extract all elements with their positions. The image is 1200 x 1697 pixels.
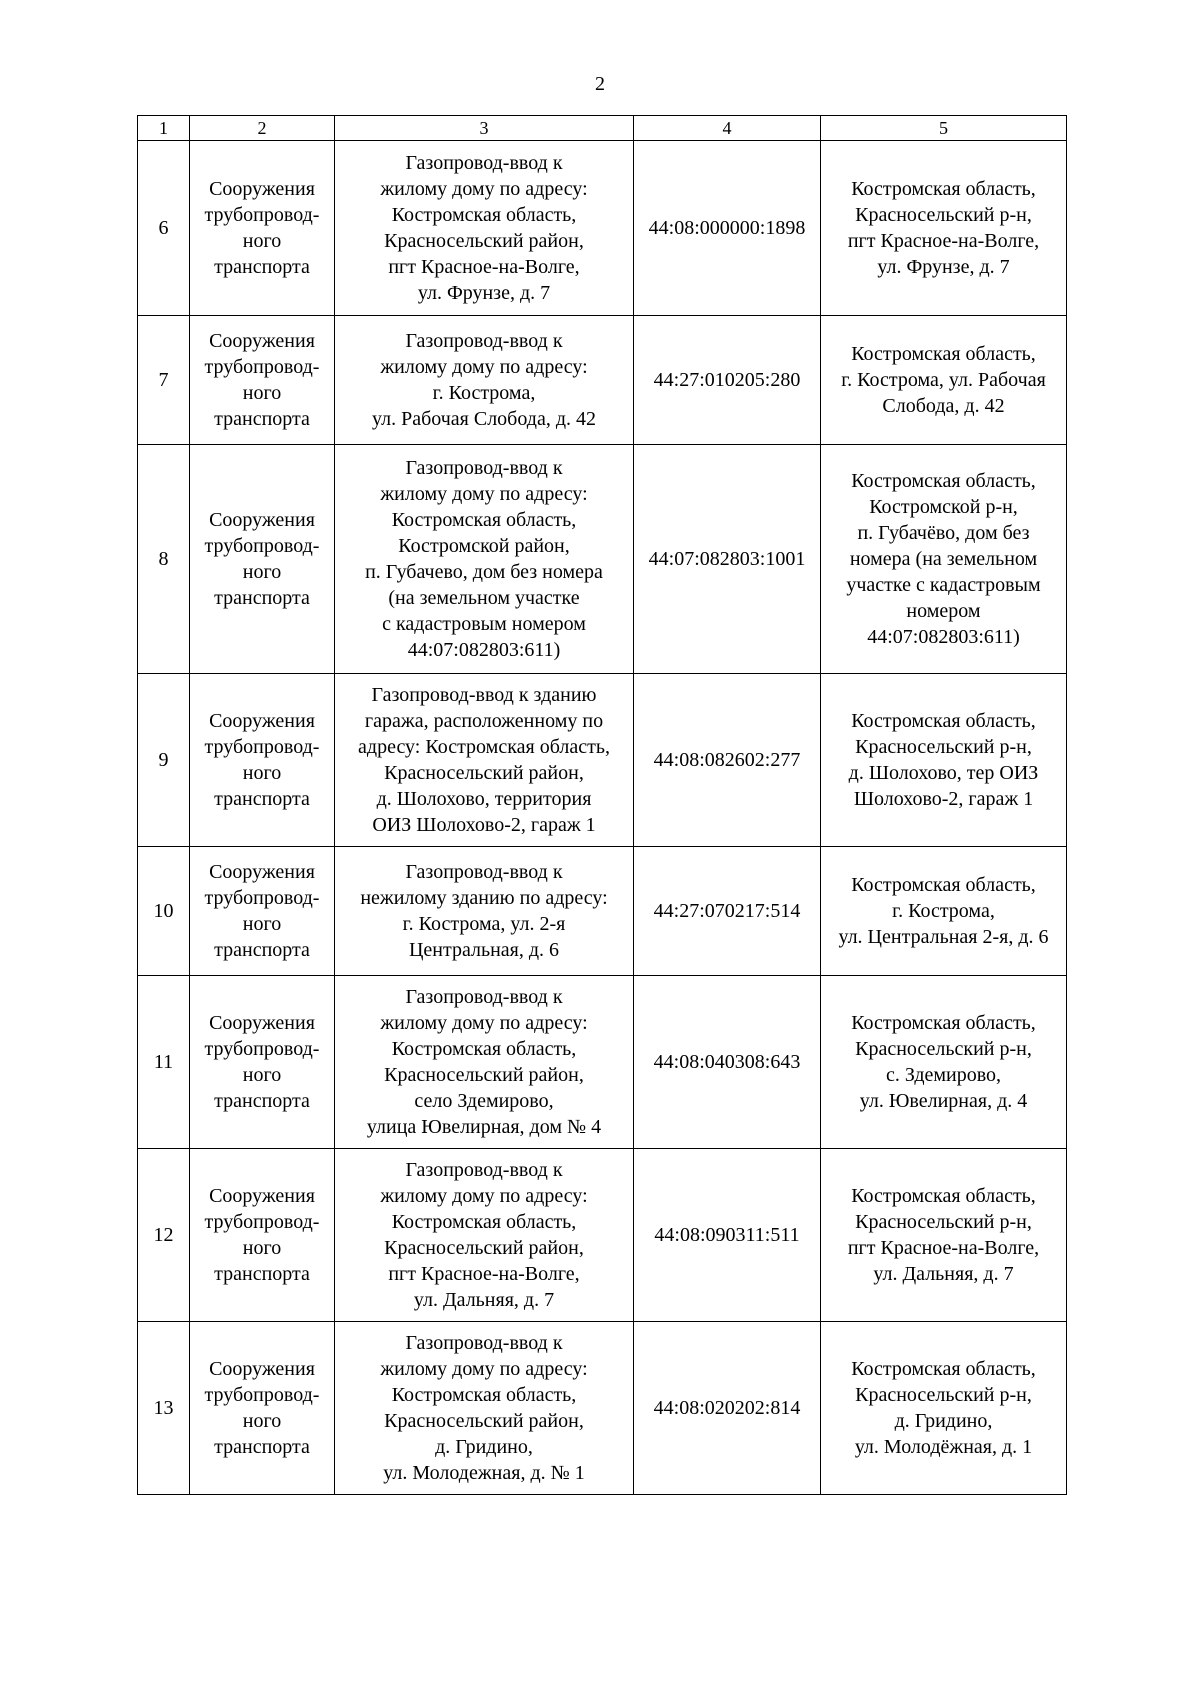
object-location: Костромская область, г. Кострома, ул. Рабочая Слобода, д. 42 <box>821 316 1067 445</box>
object-location: Костромская область, Костромской р-н, п. Губачёво, дом без номера (на земельном участке с кадастровым номером 44:07:082803:611) <box>821 445 1067 674</box>
cadastral-number: 44:07:082803:1001 <box>634 445 821 674</box>
object-name: Газопровод-ввод к жилому дому по адресу: Костромская область, Красносельский район, д. Гридино, ул. Молодежная, д. № 1 <box>335 1322 634 1495</box>
cadastral-number: 44:08:000000:1898 <box>634 141 821 316</box>
table-row <box>138 1149 1067 1322</box>
cadastral-number: 44:08:040308:643 <box>634 976 821 1149</box>
column-number: 1 <box>138 116 190 141</box>
object-name: Газопровод-ввод к жилому дому по адресу: Костромская область, Красносельский район, пгт Красное-на-Волге, ул. Дальняя, д. 7 <box>335 1149 634 1322</box>
row-number: 6 <box>138 141 190 316</box>
registry-table <box>137 115 1067 1495</box>
object-location: Костромская область, Красносельский р-н, д. Шолохово, тер ОИЗ Шолохово-2, гараж 1 <box>821 674 1067 847</box>
table-row <box>138 674 1067 847</box>
object-location: Костромская область, г. Кострома, ул. Центральная 2-я, д. 6 <box>821 847 1067 976</box>
object-name: Газопровод-ввод к жилому дому по адресу: Костромская область, Красносельский район, пгт Красное-на-Волге, ул. Фрунзе, д. 7 <box>335 141 634 316</box>
object-name: Газопровод-ввод к жилому дому по адресу: г. Кострома, ул. Рабочая Слобода, д. 42 <box>335 316 634 445</box>
object-type: Сооружения трубопровод- ного транспорта <box>190 976 335 1149</box>
object-type: Сооружения трубопровод- ного транспорта <box>190 674 335 847</box>
column-number-row <box>138 116 1067 141</box>
table-row <box>138 445 1067 674</box>
object-type: Сооружения трубопровод- ного транспорта <box>190 141 335 316</box>
object-type: Сооружения трубопровод- ного транспорта <box>190 847 335 976</box>
object-name: Газопровод-ввод к жилому дому по адресу: Костромская область, Красносельский район, село Здемирово, улица Ювелирная, дом № 4 <box>335 976 634 1149</box>
table-row <box>138 976 1067 1149</box>
cadastral-number: 44:27:070217:514 <box>634 847 821 976</box>
page-number: 2 <box>595 73 605 95</box>
row-number: 11 <box>138 976 190 1149</box>
object-type: Сооружения трубопровод- ного транспорта <box>190 316 335 445</box>
cadastral-number: 44:08:090311:511 <box>634 1149 821 1322</box>
object-location: Костромская область, Красносельский р-н, с. Здемирово, ул. Ювелирная, д. 4 <box>821 976 1067 1149</box>
row-number: 10 <box>138 847 190 976</box>
object-type: Сооружения трубопровод- ного транспорта <box>190 445 335 674</box>
row-number: 7 <box>138 316 190 445</box>
cadastral-number: 44:27:010205:280 <box>634 316 821 445</box>
row-number: 9 <box>138 674 190 847</box>
object-name: Газопровод-ввод к нежилому зданию по адресу: г. Кострома, ул. 2-я Центральная, д. 6 <box>335 847 634 976</box>
column-number: 4 <box>634 116 821 141</box>
table-row <box>138 847 1067 976</box>
object-location: Костромская область, Красносельский р-н, д. Гридино, ул. Молодёжная, д. 1 <box>821 1322 1067 1495</box>
row-number: 12 <box>138 1149 190 1322</box>
table-row <box>138 1322 1067 1495</box>
column-number: 5 <box>821 116 1067 141</box>
object-type: Сооружения трубопровод- ного транспорта <box>190 1149 335 1322</box>
column-number: 2 <box>190 116 335 141</box>
cadastral-number: 44:08:082602:277 <box>634 674 821 847</box>
table-row <box>138 141 1067 316</box>
row-number: 8 <box>138 445 190 674</box>
table-row <box>138 316 1067 445</box>
row-number: 13 <box>138 1322 190 1495</box>
cadastral-number: 44:08:020202:814 <box>634 1322 821 1495</box>
object-name: Газопровод-ввод к зданию гаража, расположенному по адресу: Костромская область, Красносельский район, д. Шолохово, территория ОИЗ Шолохово-2, гараж 1 <box>335 674 634 847</box>
column-number: 3 <box>335 116 634 141</box>
object-name: Газопровод-ввод к жилому дому по адресу: Костромская область, Костромской район, п. Губачево, дом без номера (на земельном участке с кадастровым номером 44:07:082803:611) <box>335 445 634 674</box>
object-location: Костромская область, Красносельский р-н, пгт Красное-на-Волге, ул. Дальняя, д. 7 <box>821 1149 1067 1322</box>
object-location: Костромская область, Красносельский р-н, пгт Красное-на-Волге, ул. Фрунзе, д. 7 <box>821 141 1067 316</box>
object-type: Сооружения трубопровод- ного транспорта <box>190 1322 335 1495</box>
